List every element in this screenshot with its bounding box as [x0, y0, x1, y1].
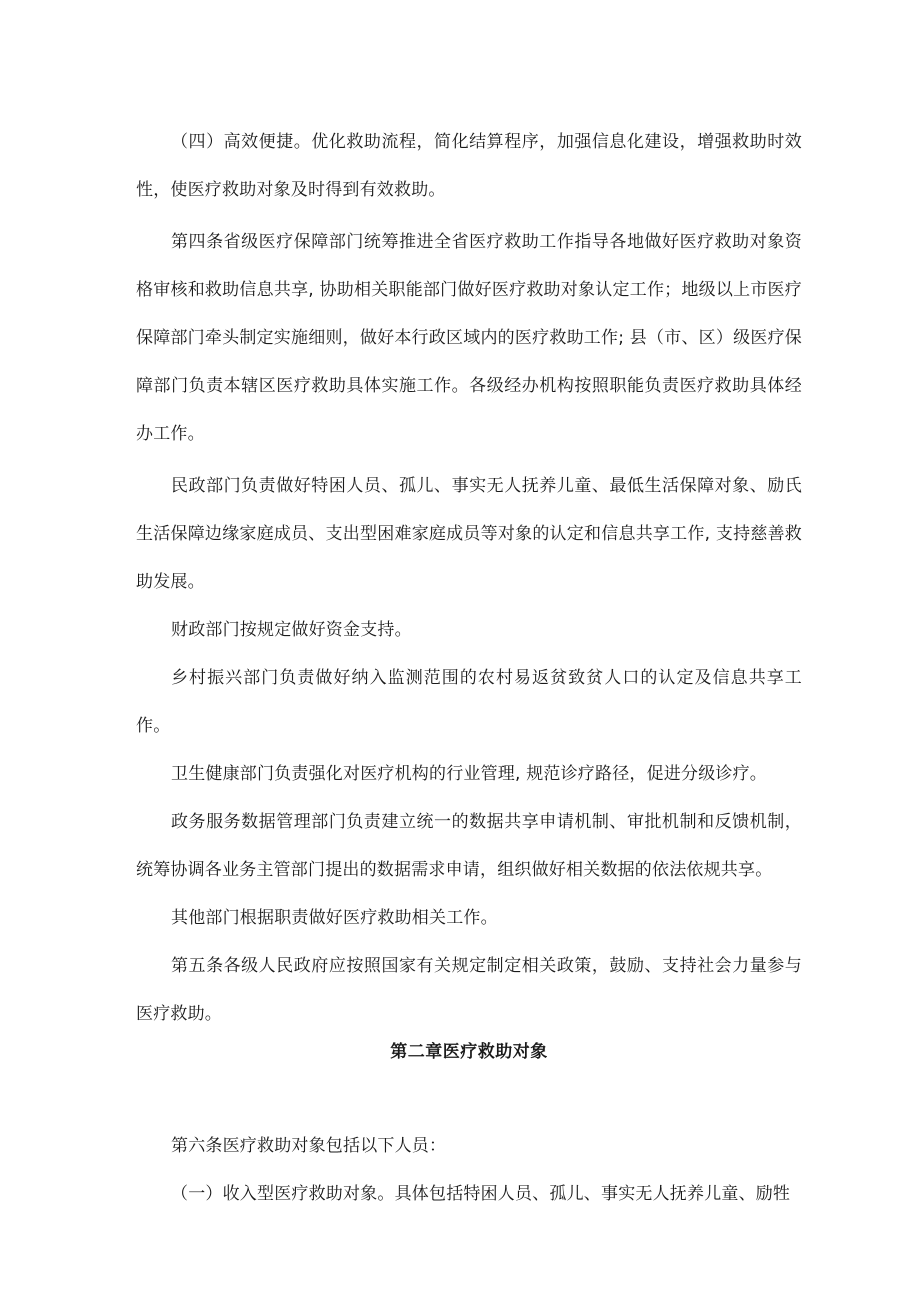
paragraph-health: 卫生健康部门负责强化对医疗机构的行业管理, 规范诊疗路径，促进分级诊疗。 [171, 764, 768, 784]
paragraph-rural-revitalization: 乡村振兴部门负责做好纳入监测范围的农村易返贫致贫人口的认定及信息共享工作。 [136, 668, 802, 736]
paragraph-article-4: 第四条省级医疗保障部门统筹推进全省医疗救助工作指导各地做好医疗救助对象资格审核和救助信息共享, 协助相关职能部门做好医疗救助对象认定工作；地级以上市医疗保障部门牵头制定实施细则，做好本行政区域内的医疗救助工作; 县（市、区）级医疗保障部门负责本辖区医疗救助具体实施工作。各级经办机构按照职能负责医疗救助具体经办工作。 [136, 232, 802, 444]
paragraph-income-type: （一）收入型医疗救助对象。具体包括特困人员、孤儿、事实无人抚养儿童、励牲 [171, 1184, 791, 1204]
chapter-heading: 第二章医疗救助对象 [390, 1042, 548, 1062]
paragraph-finance: 财政部门按规定做好资金支持。 [171, 620, 412, 640]
paragraph-article-6: 第六条医疗救助对象包括以下人员： [171, 1136, 447, 1156]
paragraph-data-management: 政务服务数据管理部门负责建立统一的数据共享申请机制、审批机制和反馈机制，统筹协调各业务主管部门提出的数据需求申请，组织做好相关数据的依法依规共享。 [136, 812, 802, 880]
paragraph-civil-affairs: 民政部门负责做好特困人员、孤儿、事实无人抚养儿童、最低生活保障对象、励氏生活保障边缘家庭成员、支出型困难家庭成员等对象的认定和信息共享工作, 支持慈善救助发展。 [136, 476, 802, 592]
paragraph-efficiency: （四）高效便捷。优化救助流程，简化结算程序，加强信息化建设，增强救助时效性，使医疗救助对象及时得到有效救助。 [136, 132, 802, 200]
paragraph-article-5: 第五条各级人民政府应按照国家有关规定制定相关政策，鼓励、支持社会力量参与医疗救助。 [136, 956, 802, 1024]
paragraph-other-departments: 其他部门根据职责做好医疗救助相关工作。 [171, 908, 498, 928]
